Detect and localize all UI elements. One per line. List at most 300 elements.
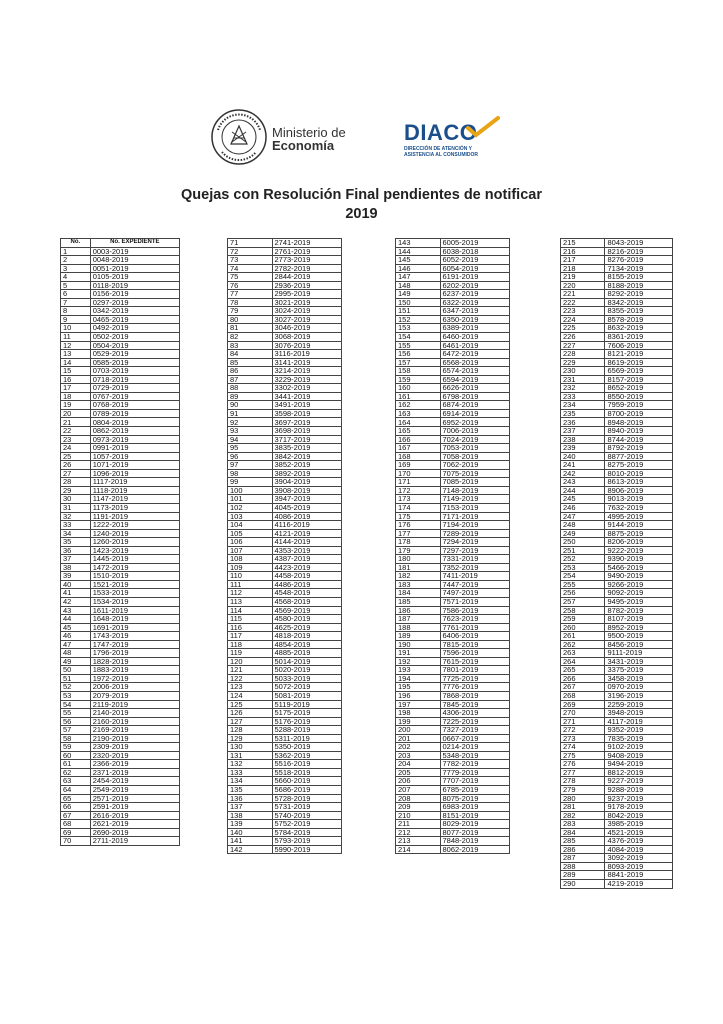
expediente-number: 1057-2019 <box>90 452 179 461</box>
table-row <box>396 521 510 530</box>
row-number: 119 <box>228 649 273 658</box>
table-row <box>561 709 673 718</box>
row-number: 3 <box>61 264 91 273</box>
expediente-number: 4995-2019 <box>605 512 673 521</box>
row-number: 99 <box>228 478 273 487</box>
expediente-number: 1222-2019 <box>90 521 179 530</box>
expediente-number: 7171-2019 <box>440 512 510 521</box>
expediente-number: 9144-2019 <box>605 521 673 530</box>
row-number: 220 <box>561 281 605 290</box>
row-number: 71 <box>228 239 273 248</box>
table-row <box>396 384 510 393</box>
table-row <box>61 786 180 795</box>
table-row <box>561 503 673 512</box>
row-number: 179 <box>396 546 441 555</box>
expediente-number: 8652-2019 <box>605 384 673 393</box>
row-number: 204 <box>396 760 441 769</box>
row-number: 136 <box>228 794 273 803</box>
expediente-number: 7959-2019 <box>605 401 673 410</box>
row-number: 208 <box>396 794 441 803</box>
row-number: 225 <box>561 324 605 333</box>
table-row <box>228 529 342 538</box>
table-row <box>228 786 342 795</box>
table-row <box>61 828 180 837</box>
row-number: 156 <box>396 350 441 359</box>
table-row <box>228 256 342 265</box>
expediente-number: 7062-2019 <box>440 461 510 470</box>
diaco-name: DIACO <box>404 120 478 145</box>
row-number: 209 <box>396 803 441 812</box>
row-number: 139 <box>228 820 273 829</box>
table-row <box>61 606 180 615</box>
expediente-number: 7776-2019 <box>440 683 510 692</box>
row-number: 250 <box>561 538 605 547</box>
table-row <box>228 452 342 461</box>
table-row <box>228 615 342 624</box>
row-number: 41 <box>61 589 91 598</box>
table-row <box>228 358 342 367</box>
row-number: 239 <box>561 444 605 453</box>
table-row <box>228 845 342 854</box>
table-row <box>61 247 180 256</box>
table-row <box>561 640 673 649</box>
row-number: 127 <box>228 717 273 726</box>
table-row <box>61 700 180 709</box>
expediente-number: 8613-2019 <box>605 478 673 487</box>
diaco-subtitle-line1: DIRECCIÓN DE ATENCIÓN Y <box>404 146 472 152</box>
expediente-number: 8188-2019 <box>605 281 673 290</box>
row-number: 197 <box>396 700 441 709</box>
expediente-number: 2621-2019 <box>90 820 179 829</box>
row-number: 246 <box>561 503 605 512</box>
table-row <box>561 358 673 367</box>
table-row <box>561 256 673 265</box>
table-row <box>561 734 673 743</box>
table-row <box>396 427 510 436</box>
expediente-number: 4144-2019 <box>272 538 342 547</box>
table-row <box>561 350 673 359</box>
expediente-number: 5119-2019 <box>272 700 342 709</box>
expediente-number: 9092-2019 <box>605 589 673 598</box>
table-row <box>561 307 673 316</box>
row-number: 129 <box>228 734 273 743</box>
row-number: 122 <box>228 674 273 683</box>
row-number: 130 <box>228 743 273 752</box>
expediente-number: 2320-2019 <box>90 751 179 760</box>
expediente-number: 3092-2019 <box>605 854 673 863</box>
table-row <box>396 640 510 649</box>
row-number: 150 <box>396 298 441 307</box>
row-number: 223 <box>561 307 605 316</box>
expediente-number: 7075-2019 <box>440 469 510 478</box>
row-number: 88 <box>228 384 273 393</box>
expediente-number: 1521-2019 <box>90 580 179 589</box>
expediente-number: 4086-2019 <box>272 512 342 521</box>
row-number: 114 <box>228 606 273 615</box>
table-row <box>228 478 342 487</box>
table-row <box>61 666 180 675</box>
expediente-number: 0297-2019 <box>90 298 179 307</box>
row-number: 13 <box>61 350 91 359</box>
row-number: 161 <box>396 392 441 401</box>
row-number: 189 <box>396 632 441 641</box>
row-number: 271 <box>561 717 605 726</box>
row-number: 265 <box>561 666 605 675</box>
table-row <box>396 777 510 786</box>
row-number: 24 <box>61 444 91 453</box>
expediente-number: 6785-2019 <box>440 786 510 795</box>
table-row <box>228 273 342 282</box>
table-row <box>61 358 180 367</box>
expediente-number: 7225-2019 <box>440 717 510 726</box>
table-row <box>228 469 342 478</box>
table-row <box>396 247 510 256</box>
table-row <box>561 751 673 760</box>
table-row <box>228 674 342 683</box>
table-row <box>396 580 510 589</box>
table-row <box>61 384 180 393</box>
expediente-number: 7815-2019 <box>440 640 510 649</box>
expediente-number: 4521-2019 <box>605 828 673 837</box>
expediente-number: 2782-2019 <box>272 264 342 273</box>
row-number: 219 <box>561 273 605 282</box>
expediente-number: 8107-2019 <box>605 615 673 624</box>
row-number: 107 <box>228 546 273 555</box>
expediente-number: 1747-2019 <box>90 640 179 649</box>
row-number: 106 <box>228 538 273 547</box>
row-number: 52 <box>61 683 91 692</box>
title-line2: 2019 <box>345 206 378 222</box>
row-number: 252 <box>561 555 605 564</box>
row-number: 210 <box>396 811 441 820</box>
table-row <box>561 845 673 854</box>
table-row <box>396 452 510 461</box>
expediente-number: 3842-2019 <box>272 452 342 461</box>
expediente-number: 0051-2019 <box>90 264 179 273</box>
expediente-number: 3985-2019 <box>605 820 673 829</box>
expediente-number: 1534-2019 <box>90 597 179 606</box>
row-number: 261 <box>561 632 605 641</box>
expediente-number: 7352-2019 <box>440 563 510 572</box>
row-number: 205 <box>396 768 441 777</box>
table-row <box>228 350 342 359</box>
row-number: 84 <box>228 350 273 359</box>
table-row <box>396 820 510 829</box>
row-number: 103 <box>228 512 273 521</box>
row-number: 18 <box>61 392 91 401</box>
expediente-number: 9227-2019 <box>605 777 673 786</box>
expediente-number: 0729-2019 <box>90 384 179 393</box>
table-row <box>561 837 673 846</box>
table-row <box>61 649 180 658</box>
table-row <box>228 820 342 829</box>
row-number: 226 <box>561 333 605 342</box>
table-row <box>561 803 673 812</box>
table-row <box>561 452 673 461</box>
row-number: 255 <box>561 580 605 589</box>
expediente-number: 0703-2019 <box>90 367 179 376</box>
expediente-number: 8632-2019 <box>605 324 673 333</box>
table-row <box>561 794 673 803</box>
row-number: 191 <box>396 649 441 658</box>
expediente-number: 6237-2019 <box>440 290 510 299</box>
table-row <box>561 427 673 436</box>
expediente-number: 5518-2019 <box>272 768 342 777</box>
row-number: 45 <box>61 623 91 632</box>
table-row <box>228 495 342 504</box>
diaco-check-icon <box>466 116 500 138</box>
expediente-number: 7289-2019 <box>440 529 510 538</box>
row-number: 121 <box>228 666 273 675</box>
table-row <box>396 367 510 376</box>
table-row <box>561 247 673 256</box>
row-number: 11 <box>61 333 91 342</box>
table-row <box>228 315 342 324</box>
row-number: 164 <box>396 418 441 427</box>
row-number: 20 <box>61 409 91 418</box>
row-number: 69 <box>61 828 91 837</box>
row-number: 176 <box>396 521 441 530</box>
table-row <box>228 435 342 444</box>
table-row <box>396 461 510 470</box>
table-row <box>61 461 180 470</box>
table-row <box>61 546 180 555</box>
ministry-line2: Economía <box>272 138 335 153</box>
expediente-number: 7134-2019 <box>605 264 673 273</box>
expediente-number: 3214-2019 <box>272 367 342 376</box>
table-row <box>61 290 180 299</box>
row-number: 39 <box>61 572 91 581</box>
expediente-number: 5081-2019 <box>272 691 342 700</box>
row-number: 190 <box>396 640 441 649</box>
expediente-number: 7868-2019 <box>440 691 510 700</box>
row-number: 243 <box>561 478 605 487</box>
row-number: 59 <box>61 743 91 752</box>
table-row <box>396 555 510 564</box>
row-number: 224 <box>561 315 605 324</box>
table-row <box>561 512 673 521</box>
table-row <box>396 435 510 444</box>
expediente-number: 7596-2019 <box>440 649 510 658</box>
table-row <box>561 384 673 393</box>
expediente-number: 5990-2019 <box>272 845 342 854</box>
row-number: 215 <box>561 239 605 248</box>
row-number: 196 <box>396 691 441 700</box>
row-number: 47 <box>61 640 91 649</box>
expediente-number: 3852-2019 <box>272 461 342 470</box>
expediente-number: 8952-2019 <box>605 623 673 632</box>
expediente-number: 7411-2019 <box>440 572 510 581</box>
expediente-number: 7294-2019 <box>440 538 510 547</box>
table-row <box>228 503 342 512</box>
expediente-number: 2169-2019 <box>90 726 179 735</box>
row-number: 49 <box>61 657 91 666</box>
expediente-number: 0048-2019 <box>90 256 179 265</box>
table-row <box>228 649 342 658</box>
row-number: 26 <box>61 461 91 470</box>
row-number: 283 <box>561 820 605 829</box>
expediente-number: 3116-2019 <box>272 350 342 359</box>
table-row <box>228 418 342 427</box>
row-number: 177 <box>396 529 441 538</box>
expediente-number: 5014-2019 <box>272 657 342 666</box>
row-number: 275 <box>561 751 605 760</box>
expediente-number: 1118-2019 <box>90 486 179 495</box>
table-row <box>61 486 180 495</box>
row-number: 278 <box>561 777 605 786</box>
table-row <box>396 657 510 666</box>
table-row <box>396 333 510 342</box>
expediente-number: 4818-2019 <box>272 632 342 641</box>
table-row <box>228 572 342 581</box>
row-number: 212 <box>396 828 441 837</box>
expediente-number: 7835-2019 <box>605 734 673 743</box>
table-row <box>61 768 180 777</box>
table-row <box>228 657 342 666</box>
table-row <box>561 392 673 401</box>
row-number: 102 <box>228 503 273 512</box>
diaco-subtitle-line2: ASISTENCIA AL CONSUMIDOR <box>404 152 478 158</box>
table-row <box>561 674 673 683</box>
row-number: 257 <box>561 597 605 606</box>
table-row <box>561 469 673 478</box>
table-row <box>396 734 510 743</box>
table-row <box>228 606 342 615</box>
row-number: 203 <box>396 751 441 760</box>
row-number: 27 <box>61 469 91 478</box>
diaco-subtitle <box>404 146 478 158</box>
table-row <box>396 409 510 418</box>
table-row <box>396 239 510 248</box>
expediente-number: 8157-2019 <box>605 375 673 384</box>
table-row <box>561 401 673 410</box>
row-number: 258 <box>561 606 605 615</box>
table-row <box>228 751 342 760</box>
table-row <box>228 726 342 735</box>
row-number: 56 <box>61 717 91 726</box>
expediente-number: 8550-2019 <box>605 392 673 401</box>
table-row <box>561 623 673 632</box>
expediente-number: 4548-2019 <box>272 589 342 598</box>
row-number: 168 <box>396 452 441 461</box>
expediente-number: 2690-2019 <box>90 828 179 837</box>
table-row <box>561 811 673 820</box>
table-row <box>228 461 342 470</box>
row-number: 109 <box>228 563 273 572</box>
table-row <box>228 683 342 692</box>
expediente-number: 4568-2019 <box>272 597 342 606</box>
row-number: 42 <box>61 597 91 606</box>
table-row <box>396 358 510 367</box>
row-number: 145 <box>396 256 441 265</box>
expediente-number: 3458-2019 <box>605 674 673 683</box>
expediente-number: 7606-2019 <box>605 341 673 350</box>
table-row <box>561 281 673 290</box>
expediente-number: 7845-2019 <box>440 700 510 709</box>
expediente-number: 6038-2018 <box>440 247 510 256</box>
row-number: 91 <box>228 409 273 418</box>
table-row <box>561 777 673 786</box>
row-number: 170 <box>396 469 441 478</box>
row-number: 94 <box>228 435 273 444</box>
table-row <box>561 495 673 504</box>
table-row <box>228 247 342 256</box>
expediente-number: 0789-2019 <box>90 409 179 418</box>
expediente-number: 1828-2019 <box>90 657 179 666</box>
row-number: 264 <box>561 657 605 666</box>
table-row <box>61 572 180 581</box>
expediente-number: 3024-2019 <box>272 307 342 316</box>
row-number: 22 <box>61 427 91 436</box>
row-number: 249 <box>561 529 605 538</box>
table-row <box>396 589 510 598</box>
expediente-number: 8151-2019 <box>440 811 510 820</box>
expediente-number: 0156-2019 <box>90 290 179 299</box>
table-row <box>561 871 673 880</box>
row-number: 242 <box>561 469 605 478</box>
expediente-number: 8029-2019 <box>440 820 510 829</box>
diaco-logo <box>404 122 478 158</box>
row-number: 29 <box>61 486 91 495</box>
row-number: 167 <box>396 444 441 453</box>
expediente-number: 4625-2019 <box>272 623 342 632</box>
table-row <box>561 264 673 273</box>
row-number: 182 <box>396 572 441 581</box>
table-row <box>228 691 342 700</box>
table-row <box>61 418 180 427</box>
row-number: 202 <box>396 743 441 752</box>
row-number: 108 <box>228 555 273 564</box>
table-row <box>61 469 180 478</box>
table-row <box>561 828 673 837</box>
expediente-number: 0970-2019 <box>605 683 673 692</box>
row-number: 23 <box>61 435 91 444</box>
table-row <box>61 777 180 786</box>
expediente-number: 9494-2019 <box>605 760 673 769</box>
table-row <box>61 597 180 606</box>
table-row <box>396 486 510 495</box>
table-row <box>396 307 510 316</box>
expediente-number: 6569-2019 <box>605 367 673 376</box>
expediente-number: 0804-2019 <box>90 418 179 427</box>
table-row <box>61 726 180 735</box>
expediente-number: 3947-2019 <box>272 495 342 504</box>
table-row <box>228 341 342 350</box>
row-number: 288 <box>561 862 605 871</box>
table-row <box>228 333 342 342</box>
table-row <box>396 606 510 615</box>
expediente-number: 9495-2019 <box>605 597 673 606</box>
header-expediente: No. EXPEDIENTE <box>90 239 179 248</box>
expediente-number: 5288-2019 <box>272 726 342 735</box>
expediente-number: 0768-2019 <box>90 401 179 410</box>
table-row <box>561 666 673 675</box>
row-number: 112 <box>228 589 273 598</box>
table-row <box>396 845 510 854</box>
expediente-number: 2371-2019 <box>90 768 179 777</box>
row-number: 16 <box>61 375 91 384</box>
row-number: 180 <box>396 555 441 564</box>
row-number: 90 <box>228 401 273 410</box>
expediente-number: 7331-2019 <box>440 555 510 564</box>
expediente-number: 5020-2019 <box>272 666 342 675</box>
expediente-number: 5731-2019 <box>272 803 342 812</box>
table-row <box>228 837 342 846</box>
row-number: 198 <box>396 709 441 718</box>
row-number: 85 <box>228 358 273 367</box>
row-number: 175 <box>396 512 441 521</box>
row-number: 2 <box>61 256 91 265</box>
